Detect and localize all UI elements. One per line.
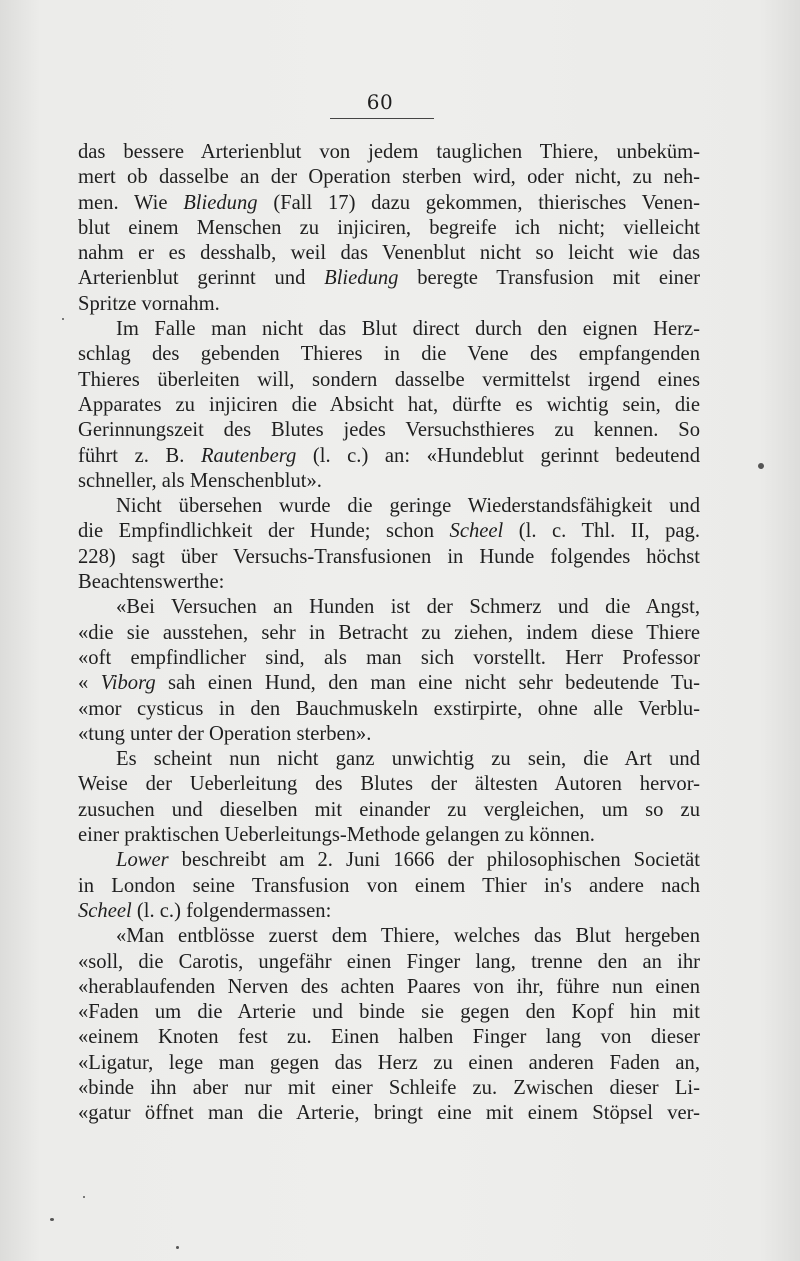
italic-name: Bliedung <box>324 267 399 290</box>
text-line: 228) sagt über Versuchs-Transfusionen in Hunde folgendes höchst <box>78 545 700 568</box>
text-line: «herablaufenden Nerven des achten Paares von ihr, führe nun einen <box>78 975 700 998</box>
text-line: Lower beschreibt am 2. Juni 1666 der philosophischen Societät <box>116 849 700 872</box>
text-line: «binde ihn aber nur mit einer Schleife zu. Zwischen dieser Li- <box>78 1076 700 1099</box>
text-line: blut einem Menschen zu injiciren, begreife ich nicht; vielleicht <box>78 216 700 239</box>
italic-name: Lower <box>116 849 169 872</box>
text-line: «gatur öffnet man die Arterie, bringt eine mit einem Stöpsel ver- <box>78 1102 700 1125</box>
text-line: «die sie ausstehen, sehr in Betracht zu ziehen, indem diese Thiere <box>78 621 700 644</box>
text-line: «oft empfindlicher sind, als man sich vorstellt. Herr Professor <box>78 646 700 669</box>
italic-name: Bliedung <box>183 191 258 214</box>
scan-speck <box>50 1218 54 1221</box>
paragraph-1 <box>78 140 700 317</box>
italic-name: Viborg <box>100 672 156 695</box>
text-line: «mor cysticus in den Bauchmuskeln exstirpirte, ohne alle Verblu- <box>78 697 700 720</box>
text-line: nahm er es desshalb, weil das Venenblut nicht so leicht wie das <box>78 242 700 265</box>
paragraph-6 <box>78 848 700 924</box>
text-line: Apparates zu injiciren die Absicht hat, dürfte es wichtig sein, die <box>78 393 700 416</box>
text-line: in London seine Transfusion von einem Thier in's andere nach <box>78 874 700 897</box>
text-line: Arterienblut gerinnt und Bliedung beregte Transfusion mit einer <box>78 267 700 290</box>
text-line: « Viborg sah einen Hund, den man eine nicht sehr bedeutende Tu- <box>78 672 700 695</box>
italic-name: Scheel <box>449 520 504 543</box>
text-line: Beachtenswerthe: <box>78 571 225 594</box>
text-line: Im Falle man nicht das Blut direct durch den eignen Herz- <box>116 318 700 341</box>
text-line: «soll, die Carotis, ungefähr einen Finger lang, trenne den an ihr <box>78 950 700 973</box>
quote-2 <box>78 924 700 1126</box>
text-line: «Ligatur, lege man gegen das Herz zu einen anderen Faden an, <box>78 1051 700 1074</box>
text-line: Es scheint nun nicht ganz unwichtig zu sein, die Art und <box>116 748 700 771</box>
quote-1 <box>78 595 700 747</box>
scan-speck <box>758 463 764 469</box>
text-line: Nicht übersehen wurde die geringe Wiederstandsfähigkeit und <box>116 495 700 518</box>
text-line: «Bei Versuchen an Hunden ist der Schmerz und die Angst, <box>116 596 700 619</box>
text-line: das bessere Arterienblut von jedem tauglichen Thiere, unbeküm- <box>78 141 700 163</box>
italic-name: Scheel <box>78 899 132 922</box>
text-line: mert ob dasselbe an der Operation sterben wird, oder nicht, zu neh- <box>78 166 700 189</box>
text-line: Scheel (l. c.) folgendermassen: <box>78 899 332 922</box>
text-line: zusuchen und dieselben mit einander zu vergleichen, um so zu <box>78 798 700 821</box>
paragraph-3 <box>78 494 700 595</box>
text-line: Gerinnungszeit des Blutes jedes Versuchsthieres zu kennen. So <box>78 419 700 442</box>
text-line: Weise der Ueberleitung des Blutes der ältesten Autoren hervor- <box>78 773 700 796</box>
italic-name: Rautenberg <box>200 444 297 467</box>
text-line: «Faden um die Arterie und binde sie gegen den Kopf hin mit <box>78 1001 700 1024</box>
scan-speck <box>83 1196 85 1198</box>
text-line: men. Wie Bliedung (Fall 17) dazu gekommen, thierisches Venen- <box>78 191 700 214</box>
text-line: Spritze vornahm. <box>78 292 220 315</box>
body-text <box>78 140 700 1127</box>
text-line: schneller, als Menschenblut». <box>78 469 322 492</box>
text-line: einer praktischen Ueberleitungs-Methode gelangen zu können. <box>78 824 595 847</box>
text-line: «Man entblösse zuerst dem Thiere, welches das Blut hergeben <box>116 925 700 948</box>
paragraph-5 <box>78 747 700 848</box>
text-line: schlag des gebenden Thieres in die Vene des empfangenden <box>78 343 700 366</box>
text-line: die Empfindlichkeit der Hunde; schon Scheel (l. c. Thl. II, pag. <box>78 520 700 543</box>
header-rule <box>330 118 434 119</box>
text-line: Thieres überleiten will, sondern dasselbe vermittelst irgend eines <box>78 368 700 391</box>
text-line: «tung unter der Operation sterben». <box>78 722 372 745</box>
paragraph-2 <box>78 317 700 494</box>
scan-speck <box>176 1246 179 1249</box>
scan-speck <box>62 318 64 320</box>
page-number: 60 <box>366 90 394 114</box>
text-line: führt z. B. Rautenberg (l. c.) an: «Hundeblut gerinnt bedeutend <box>78 444 700 467</box>
text-line: «einem Knoten fest zu. Einen halben Finger lang von dieser <box>78 1026 700 1049</box>
